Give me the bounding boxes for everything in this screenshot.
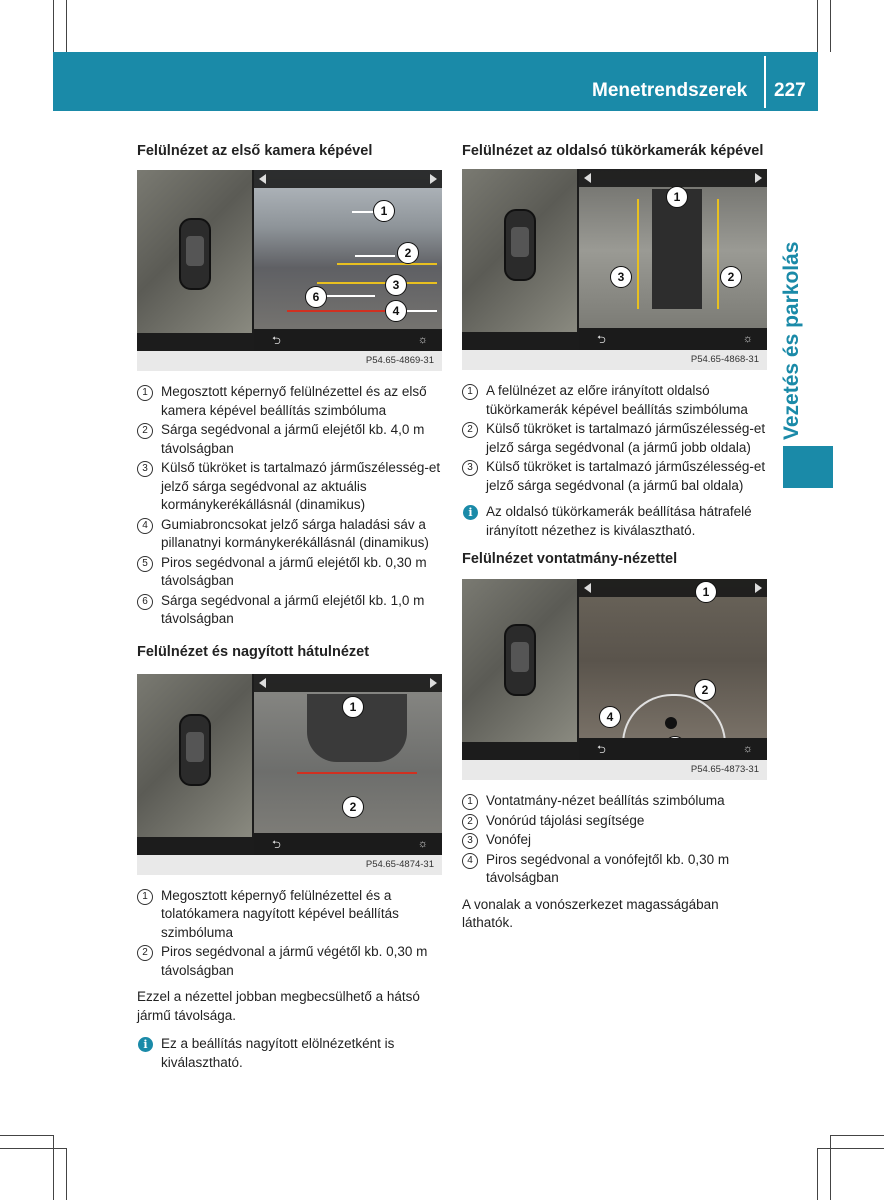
item-number: 1 [462,384,478,400]
callout-1: 1 [373,200,395,222]
item-number: 4 [462,853,478,869]
legend-list [462,792,767,888]
paragraph: Ezzel a nézettel jobban megbecsülhető a hátsó jármű távolsága. [137,989,420,1023]
info-icon: i [463,505,478,520]
car-top-view [504,209,536,281]
callout-1: 1 [695,581,717,603]
note-text: Az oldalsó tükörkamerák beállítása hátrafelé irányított nézethez is kiválasztható. [486,504,752,538]
crop-mark [817,0,818,52]
figure-code: P54.65-4873-31 [462,760,767,780]
crop-mark [53,0,54,52]
item-text: Piros segédvonal a jármű elejétől kb. 0,30 m távolságban [161,554,427,588]
crop-mark [0,1135,53,1136]
side-tab-label: Vezetés és parkolás [780,241,803,440]
item-number: 3 [462,460,478,476]
item-text: A felülnézet az előre irányított oldalsó tükörkamerák képével beállítás szimbóluma [486,383,748,417]
item-number: 3 [462,833,478,849]
brightness-icon[interactable]: ☼ [742,333,753,345]
crop-mark [817,1148,818,1200]
list-item [462,420,767,457]
list-item [137,383,442,420]
info-note [137,1035,442,1072]
brightness-icon[interactable]: ☼ [417,334,428,346]
arrow-right-icon[interactable] [430,678,437,688]
callout-4: 4 [599,706,621,728]
item-number: 2 [462,422,478,438]
legend-list [137,383,442,629]
note-text: Ez a beállítás nagyított elölnézetként is kiválasztható. [161,1036,395,1070]
callout-2: 2 [397,242,419,264]
legend-list [137,887,442,981]
section-heading: Felülnézet vontatmány-nézettel [462,551,678,567]
left-column [137,142,442,1072]
guide-line-yellow [337,263,437,265]
header-separator [764,56,766,108]
item-text: Piros segédvonal a jármű végétől kb. 0,30 m távolságban [161,944,428,978]
list-item [137,943,442,980]
item-number: 6 [137,594,153,610]
item-number: 1 [462,794,478,810]
back-arrow-icon[interactable]: ⮌ [272,335,281,347]
figure-side-mirror-cameras [462,169,767,350]
guide-line-yellow [317,282,437,284]
list-item [137,554,442,591]
figure-code: P54.65-4868-31 [462,350,767,370]
item-text: Külső tükröket is tartalmazó járműszélesség-et jelző sárga segédvonal az aktuális kormánykerékállásnál (dinamikus) [161,460,441,512]
back-arrow-icon[interactable]: ⮌ [597,334,606,346]
list-item [137,459,442,515]
callout-4: 4 [385,300,407,322]
arrow-right-icon[interactable] [755,583,762,593]
guide-line-yellow [717,199,719,309]
info-icon: i [138,1037,153,1052]
item-text: Megosztott képernyő felülnézettel és a tolatókamera nagyított képével beállítás szimbóluma [161,887,399,940]
view-selector-bar[interactable] [579,169,767,187]
callout-line [407,310,437,312]
callout-2: 2 [720,266,742,288]
item-number: 4 [137,518,153,534]
item-text: Megosztott képernyő felülnézettel és az első kamera képével beállítás szimbóluma [161,384,427,418]
arrow-right-icon[interactable] [430,174,437,184]
list-item [462,812,767,831]
item-number: 2 [137,423,153,439]
section-heading: Felülnézet és nagyított hátulnézet [137,643,370,660]
item-text: Sárga segédvonal a jármű elejétől kb. 4,0 m távolságban [161,422,425,456]
figure-front-camera [137,170,442,351]
guide-line-red [297,772,417,774]
callout-2: 2 [694,679,716,701]
item-text: Piros segédvonal a vonófejtől kb. 0,30 m távolságban [486,851,730,885]
crop-mark [53,1135,54,1200]
legend-list [462,382,767,495]
car-top-view [504,624,536,696]
back-arrow-icon[interactable]: ⮌ [272,838,281,851]
list-item [137,421,442,458]
item-text: Külső tükröket is tartalmazó járműszélesség-et jelző sárga segédvonal (a jármű bal oldala) [486,459,766,493]
callout-2: 2 [342,796,364,818]
crop-mark [66,0,67,52]
list-item [462,458,767,495]
item-number: 5 [137,556,153,572]
figure-code: P54.65-4874-31 [137,855,442,875]
figure-rear-camera [137,674,442,855]
crop-mark [830,1135,831,1200]
item-text: Vontatmány-nézet beállítás szimbóluma [486,793,725,808]
paragraph: A vonalak a vonószerkezet magasságában láthatók. [462,896,719,930]
item-text: Vonórúd tájolási segítsége [486,812,645,828]
tow-ball [665,717,677,729]
brightness-icon[interactable]: ☼ [742,743,753,755]
item-number: 3 [137,461,153,477]
crop-mark [830,1135,884,1136]
arrow-left-icon[interactable] [584,173,591,183]
arrow-left-icon[interactable] [259,174,266,184]
list-item [462,382,767,419]
page-number: 227 [774,80,806,101]
guide-line-yellow [637,199,639,309]
arrow-left-icon[interactable] [259,678,266,688]
list-item [137,887,442,943]
list-item [462,792,767,811]
brightness-icon[interactable]: ☼ [417,837,428,850]
car-top-view [179,218,211,290]
callout-line [355,255,395,257]
list-item [462,831,767,850]
figure-trailer-view [462,579,767,760]
right-column [462,142,767,933]
view-selector-bar[interactable] [254,170,442,188]
crop-mark [830,0,831,52]
figure-code: P54.65-4869-31 [137,351,442,371]
item-number: 2 [137,945,153,961]
arrow-left-icon[interactable] [584,583,591,593]
list-item [137,516,442,553]
item-number: 2 [462,814,478,830]
callout-6: 6 [305,286,327,308]
callout-3: 3 [610,266,632,288]
section-heading: Felülnézet az oldalsó tükörkamerák képével [462,143,764,159]
arrow-right-icon[interactable] [755,173,762,183]
crop-mark [817,1148,884,1149]
crop-mark [0,1148,66,1149]
item-number: 1 [137,385,153,401]
item-text: Gumiabroncsokat jelző sárga haladási sáv a pillanatnyi kormánykerékállásnál (dinamikus) [161,516,429,550]
callout-1: 1 [342,696,364,718]
view-selector-bar[interactable] [579,579,767,597]
section-heading: Felülnézet az első kamera képével [137,143,373,159]
list-item [137,592,442,629]
callout-line [325,295,375,297]
item-text: Sárga segédvonal a jármű elejétől kb. 1,0 m távolságban [161,592,425,626]
callout-3: 3 [385,274,407,296]
back-arrow-icon[interactable]: ⮌ [597,744,606,756]
crop-mark [66,1148,67,1200]
item-text: Külső tükröket is tartalmazó járműszélesség-et jelző sárga segédvonal (a jármű jobb oldala) [486,421,766,455]
car-top-view [179,714,211,786]
info-note [462,503,767,540]
chapter-title: Menetrendszerek [592,80,748,101]
item-text: Vonófej [486,832,532,847]
item-number: 1 [137,889,153,905]
list-item [462,851,767,888]
view-selector-bar[interactable] [254,674,442,692]
callout-1: 1 [666,186,688,208]
side-tab-marker [783,446,833,488]
